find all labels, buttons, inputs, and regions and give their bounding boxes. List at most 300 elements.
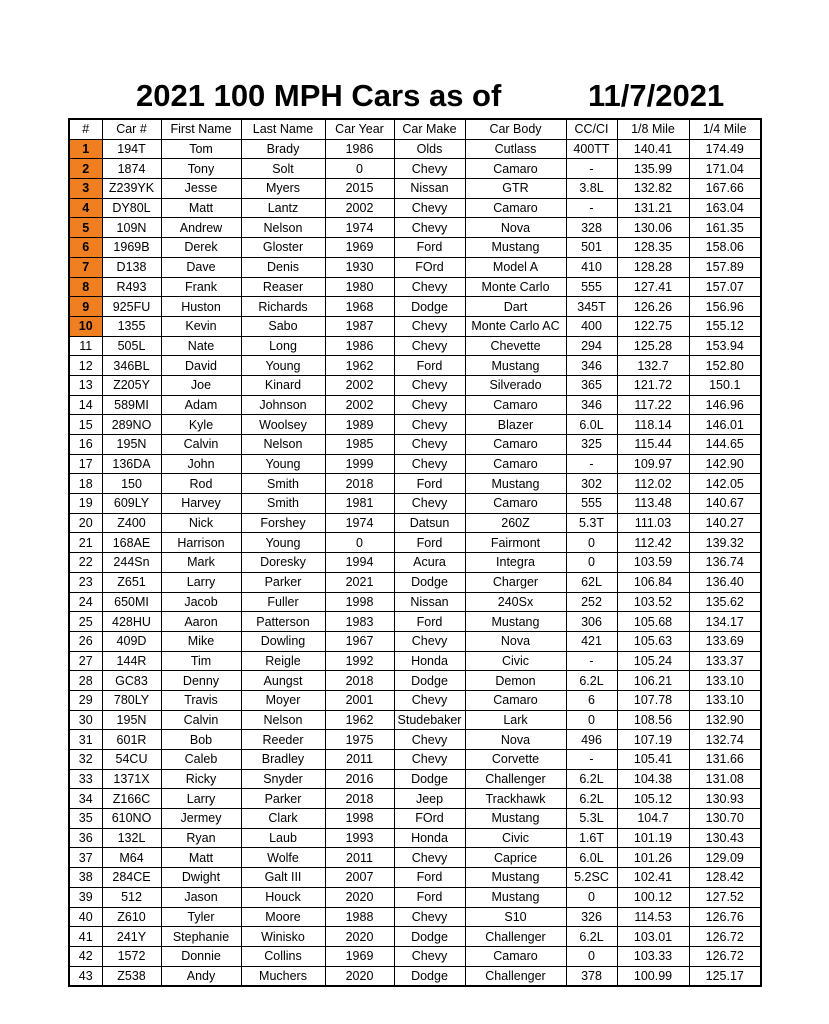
- table-row: [69, 454, 761, 474]
- table-cell: FOrd: [394, 809, 465, 829]
- table-cell: Brady: [241, 139, 325, 159]
- table-cell: Model A: [465, 257, 566, 277]
- table-cell: 136.40: [689, 572, 761, 592]
- table-cell: 105.68: [617, 612, 689, 632]
- table-cell: Chevy: [394, 277, 465, 297]
- title-date: 11/7/2021: [588, 78, 725, 113]
- rank-cell: 37: [69, 848, 102, 868]
- table-cell: 121.72: [617, 375, 689, 395]
- table-cell: 133.37: [689, 651, 761, 671]
- table-row: [69, 159, 761, 179]
- table-cell: Mustang: [465, 868, 566, 888]
- table-cell: 117.22: [617, 395, 689, 415]
- table-cell: Olds: [394, 139, 465, 159]
- table-cell: 2002: [325, 198, 394, 218]
- header-row: [69, 119, 761, 139]
- table-cell: Z538: [102, 966, 161, 986]
- table-cell: 302: [566, 474, 617, 494]
- table-cell: Ford: [394, 474, 465, 494]
- table-row: [69, 730, 761, 750]
- rank-cell: 41: [69, 927, 102, 947]
- table-cell: 2007: [325, 868, 394, 888]
- table-cell: 6.2L: [566, 789, 617, 809]
- table-cell: Ryan: [161, 828, 241, 848]
- table-cell: 1994: [325, 553, 394, 573]
- table-cell: Collins: [241, 946, 325, 966]
- table-cell: 109.97: [617, 454, 689, 474]
- table-cell: GTR: [465, 179, 566, 199]
- table-cell: Ricky: [161, 769, 241, 789]
- table-cell: 1988: [325, 907, 394, 927]
- table-cell: 240Sx: [465, 592, 566, 612]
- table-cell: Honda: [394, 651, 465, 671]
- table-cell: Moyer: [241, 690, 325, 710]
- table-cell: Stephanie: [161, 927, 241, 947]
- table-cell: 244Sn: [102, 553, 161, 573]
- table-cell: 346BL: [102, 356, 161, 376]
- rank-cell: 36: [69, 828, 102, 848]
- table-cell: 128.42: [689, 868, 761, 888]
- table-cell: 6.0L: [566, 848, 617, 868]
- table-cell: 2018: [325, 474, 394, 494]
- table-cell: Jermey: [161, 809, 241, 829]
- table-cell: 103.52: [617, 592, 689, 612]
- table-cell: 555: [566, 277, 617, 297]
- table-cell: 132L: [102, 828, 161, 848]
- table-cell: Caprice: [465, 848, 566, 868]
- table-cell: Young: [241, 356, 325, 376]
- table-row: [69, 848, 761, 868]
- column-header: Car Year: [325, 119, 394, 139]
- rank-cell: 12: [69, 356, 102, 376]
- table-row: [69, 946, 761, 966]
- table-cell: Ford: [394, 238, 465, 258]
- rank-cell: 21: [69, 533, 102, 553]
- table-cell: 194T: [102, 139, 161, 159]
- rank-cell: 11: [69, 336, 102, 356]
- table-row: [69, 789, 761, 809]
- table-cell: 1986: [325, 336, 394, 356]
- table-cell: Chevy: [394, 454, 465, 474]
- table-cell: Bradley: [241, 750, 325, 770]
- table-cell: 111.03: [617, 513, 689, 533]
- table-cell: Parker: [241, 572, 325, 592]
- table-cell: Tom: [161, 139, 241, 159]
- table-cell: Camaro: [465, 690, 566, 710]
- table-cell: 157.07: [689, 277, 761, 297]
- table-cell: M64: [102, 848, 161, 868]
- table-cell: Forshey: [241, 513, 325, 533]
- table-cell: 6.2L: [566, 671, 617, 691]
- table-cell: 1980: [325, 277, 394, 297]
- table-cell: Nate: [161, 336, 241, 356]
- table-cell: Chevette: [465, 336, 566, 356]
- table-cell: 2018: [325, 671, 394, 691]
- table-cell: Tyler: [161, 907, 241, 927]
- table-row: [69, 435, 761, 455]
- table-cell: 105.63: [617, 631, 689, 651]
- table-cell: 1985: [325, 435, 394, 455]
- table-cell: 2002: [325, 375, 394, 395]
- table-cell: 122.75: [617, 316, 689, 336]
- table-cell: Parker: [241, 789, 325, 809]
- table-cell: 132.90: [689, 710, 761, 730]
- table-cell: 125.17: [689, 966, 761, 986]
- table-cell: 555: [566, 494, 617, 514]
- table-cell: Chevy: [394, 631, 465, 651]
- table-cell: 2011: [325, 750, 394, 770]
- table-row: [69, 513, 761, 533]
- table-cell: 112.02: [617, 474, 689, 494]
- table-cell: 142.90: [689, 454, 761, 474]
- table-cell: Winisko: [241, 927, 325, 947]
- table-cell: Jesse: [161, 179, 241, 199]
- table-cell: Z651: [102, 572, 161, 592]
- table-body: [69, 139, 761, 986]
- table-cell: Z400: [102, 513, 161, 533]
- table-cell: 289NO: [102, 415, 161, 435]
- table-cell: 2020: [325, 887, 394, 907]
- table-cell: Dodge: [394, 297, 465, 317]
- table-row: [69, 356, 761, 376]
- table-cell: Rod: [161, 474, 241, 494]
- table-cell: Chevy: [394, 395, 465, 415]
- table-cell: 107.19: [617, 730, 689, 750]
- table-cell: Fuller: [241, 592, 325, 612]
- table-cell: Smith: [241, 494, 325, 514]
- table-cell: 2015: [325, 179, 394, 199]
- table-row: [69, 179, 761, 199]
- table-cell: Z610: [102, 907, 161, 927]
- table-cell: 1968: [325, 297, 394, 317]
- table-cell: 5.3T: [566, 513, 617, 533]
- rank-cell: 19: [69, 494, 102, 514]
- table-row: [69, 572, 761, 592]
- table-cell: 1998: [325, 592, 394, 612]
- table-row: [69, 533, 761, 553]
- table-cell: Woolsey: [241, 415, 325, 435]
- table-cell: Chevy: [394, 848, 465, 868]
- table-cell: Chevy: [394, 730, 465, 750]
- table-cell: Chevy: [394, 750, 465, 770]
- table-cell: Kyle: [161, 415, 241, 435]
- table-cell: Huston: [161, 297, 241, 317]
- table-cell: 135.99: [617, 159, 689, 179]
- table-cell: 153.94: [689, 336, 761, 356]
- rank-cell: 27: [69, 651, 102, 671]
- table-cell: 146.96: [689, 395, 761, 415]
- table-cell: Bob: [161, 730, 241, 750]
- table-cell: Nelson: [241, 710, 325, 730]
- page-title: [0, 74, 829, 118]
- table-cell: Denny: [161, 671, 241, 691]
- table-cell: 1969: [325, 238, 394, 258]
- table-row: [69, 474, 761, 494]
- table-cell: Blazer: [465, 415, 566, 435]
- table-cell: Andrew: [161, 218, 241, 238]
- table-cell: 260Z: [465, 513, 566, 533]
- table-cell: 133.10: [689, 690, 761, 710]
- table-cell: 365: [566, 375, 617, 395]
- table-row: [69, 631, 761, 651]
- table-cell: 346: [566, 395, 617, 415]
- table-cell: Chevy: [394, 218, 465, 238]
- table-cell: Dodge: [394, 927, 465, 947]
- table-cell: Chevy: [394, 946, 465, 966]
- table-cell: 1986: [325, 139, 394, 159]
- table-cell: 142.05: [689, 474, 761, 494]
- rank-cell: 28: [69, 671, 102, 691]
- table-cell: 103.59: [617, 553, 689, 573]
- table-cell: Ford: [394, 887, 465, 907]
- table-cell: Myers: [241, 179, 325, 199]
- table-cell: Galt III: [241, 868, 325, 888]
- table-cell: 1999: [325, 454, 394, 474]
- rank-cell: 4: [69, 198, 102, 218]
- table-cell: 168AE: [102, 533, 161, 553]
- table-cell: 5.2SC: [566, 868, 617, 888]
- rank-cell: 15: [69, 415, 102, 435]
- table-cell: Young: [241, 533, 325, 553]
- rank-cell: 40: [69, 907, 102, 927]
- table-cell: Adam: [161, 395, 241, 415]
- table-cell: 1969: [325, 946, 394, 966]
- table-cell: 136DA: [102, 454, 161, 474]
- table-cell: 0: [325, 533, 394, 553]
- table-cell: 156.96: [689, 297, 761, 317]
- rank-cell: 32: [69, 750, 102, 770]
- title-text: 2021 100 MPH Cars as of: [136, 78, 502, 113]
- table-cell: 601R: [102, 730, 161, 750]
- table-cell: 150.1: [689, 375, 761, 395]
- table-cell: 127.52: [689, 887, 761, 907]
- table-cell: Jeep: [394, 789, 465, 809]
- table-cell: Reeder: [241, 730, 325, 750]
- table-cell: 132.74: [689, 730, 761, 750]
- table-cell: 171.04: [689, 159, 761, 179]
- table-cell: John: [161, 454, 241, 474]
- table-cell: Z239YK: [102, 179, 161, 199]
- table-cell: Solt: [241, 159, 325, 179]
- rank-cell: 22: [69, 553, 102, 573]
- table-cell: Camaro: [465, 454, 566, 474]
- table-row: [69, 198, 761, 218]
- table-cell: Nissan: [394, 179, 465, 199]
- table-cell: 140.41: [617, 139, 689, 159]
- rank-cell: 30: [69, 710, 102, 730]
- table-cell: Dowling: [241, 631, 325, 651]
- table-cell: Larry: [161, 789, 241, 809]
- table-cell: Richards: [241, 297, 325, 317]
- table-cell: 104.38: [617, 769, 689, 789]
- table-cell: Camaro: [465, 159, 566, 179]
- column-header: Car #: [102, 119, 161, 139]
- rank-cell: 33: [69, 769, 102, 789]
- table-row: [69, 375, 761, 395]
- table-row: [69, 553, 761, 573]
- table-cell: Nova: [465, 631, 566, 651]
- table-cell: 2021: [325, 572, 394, 592]
- table-cell: 155.12: [689, 316, 761, 336]
- table-cell: Moore: [241, 907, 325, 927]
- table-cell: Dodge: [394, 966, 465, 986]
- table-row: [69, 395, 761, 415]
- table-cell: 1967: [325, 631, 394, 651]
- table-cell: Chevy: [394, 415, 465, 435]
- table-cell: 2001: [325, 690, 394, 710]
- table-cell: 1572: [102, 946, 161, 966]
- table-row: [69, 907, 761, 927]
- table-cell: 140.67: [689, 494, 761, 514]
- table-cell: 174.49: [689, 139, 761, 159]
- table-cell: 1371X: [102, 769, 161, 789]
- table-cell: 115.44: [617, 435, 689, 455]
- table-cell: Mustang: [465, 356, 566, 376]
- table-cell: 132.82: [617, 179, 689, 199]
- table-cell: 0: [566, 533, 617, 553]
- table-cell: Mustang: [465, 809, 566, 829]
- column-header: Car Make: [394, 119, 465, 139]
- table-cell: Kevin: [161, 316, 241, 336]
- table-cell: Frank: [161, 277, 241, 297]
- rank-cell: 42: [69, 946, 102, 966]
- table-cell: Chevy: [394, 690, 465, 710]
- table-row: [69, 966, 761, 986]
- table-cell: Aungst: [241, 671, 325, 691]
- table-cell: 195N: [102, 435, 161, 455]
- rank-cell: 26: [69, 631, 102, 651]
- table-cell: Chevy: [394, 198, 465, 218]
- table-cell: Matt: [161, 198, 241, 218]
- table-cell: -: [566, 198, 617, 218]
- table-cell: 127.41: [617, 277, 689, 297]
- table-cell: 167.66: [689, 179, 761, 199]
- table-cell: Clark: [241, 809, 325, 829]
- table-cell: 134.17: [689, 612, 761, 632]
- table-cell: Young: [241, 454, 325, 474]
- table-cell: 130.43: [689, 828, 761, 848]
- table-cell: Challenger: [465, 769, 566, 789]
- rank-cell: 29: [69, 690, 102, 710]
- table-cell: 2016: [325, 769, 394, 789]
- table-row: [69, 868, 761, 888]
- table-cell: Dwight: [161, 868, 241, 888]
- table-cell: Patterson: [241, 612, 325, 632]
- results-table: [68, 118, 762, 987]
- table-cell: Dave: [161, 257, 241, 277]
- table-cell: 346: [566, 356, 617, 376]
- table-cell: Ford: [394, 356, 465, 376]
- table-cell: Camaro: [465, 395, 566, 415]
- table-cell: Doresky: [241, 553, 325, 573]
- table-cell: Johnson: [241, 395, 325, 415]
- table-cell: 104.7: [617, 809, 689, 829]
- rank-cell: 13: [69, 375, 102, 395]
- table-cell: Charger: [465, 572, 566, 592]
- table-cell: 108.56: [617, 710, 689, 730]
- table-cell: 144R: [102, 651, 161, 671]
- table-cell: Dodge: [394, 572, 465, 592]
- table-cell: DY80L: [102, 198, 161, 218]
- table-cell: 410: [566, 257, 617, 277]
- table-cell: 62L: [566, 572, 617, 592]
- table-cell: 136.74: [689, 553, 761, 573]
- table-cell: 1998: [325, 809, 394, 829]
- rank-cell: 18: [69, 474, 102, 494]
- table-cell: 126.26: [617, 297, 689, 317]
- table-cell: 54CU: [102, 750, 161, 770]
- table-cell: Reaser: [241, 277, 325, 297]
- table-cell: Joe: [161, 375, 241, 395]
- table-row: [69, 651, 761, 671]
- table-cell: 150: [102, 474, 161, 494]
- table-cell: Monte Carlo: [465, 277, 566, 297]
- table-cell: Civic: [465, 828, 566, 848]
- table-cell: 131.66: [689, 750, 761, 770]
- table-cell: 512: [102, 887, 161, 907]
- rank-cell: 38: [69, 868, 102, 888]
- table-cell: S10: [465, 907, 566, 927]
- table-cell: Smith: [241, 474, 325, 494]
- table-cell: 1962: [325, 710, 394, 730]
- table-row: [69, 257, 761, 277]
- table-cell: 125.28: [617, 336, 689, 356]
- table-row: [69, 238, 761, 258]
- table-cell: 103.01: [617, 927, 689, 947]
- table-cell: 501: [566, 238, 617, 258]
- table-cell: 1983: [325, 612, 394, 632]
- table-cell: 140.27: [689, 513, 761, 533]
- table-cell: 2020: [325, 927, 394, 947]
- table-row: [69, 612, 761, 632]
- table-cell: Tony: [161, 159, 241, 179]
- table-cell: 378: [566, 966, 617, 986]
- table-cell: 1969B: [102, 238, 161, 258]
- table-cell: 409D: [102, 631, 161, 651]
- table-row: [69, 494, 761, 514]
- table-cell: 113.48: [617, 494, 689, 514]
- rank-cell: 31: [69, 730, 102, 750]
- table-cell: 6.2L: [566, 769, 617, 789]
- table-row: [69, 277, 761, 297]
- table-cell: 1981: [325, 494, 394, 514]
- table-cell: -: [566, 750, 617, 770]
- table-cell: 126.76: [689, 907, 761, 927]
- table-cell: Demon: [465, 671, 566, 691]
- table-cell: Camaro: [465, 494, 566, 514]
- table-cell: 146.01: [689, 415, 761, 435]
- table-cell: 428HU: [102, 612, 161, 632]
- table-cell: 0: [566, 553, 617, 573]
- table-cell: Harvey: [161, 494, 241, 514]
- rank-cell: 1: [69, 139, 102, 159]
- rank-cell: 43: [69, 966, 102, 986]
- table-cell: 100.12: [617, 887, 689, 907]
- table-cell: 139.32: [689, 533, 761, 553]
- table-row: [69, 690, 761, 710]
- column-header: Last Name: [241, 119, 325, 139]
- table-cell: 128.35: [617, 238, 689, 258]
- table-cell: David: [161, 356, 241, 376]
- table-cell: Nova: [465, 218, 566, 238]
- table-cell: Calvin: [161, 710, 241, 730]
- table-cell: Reigle: [241, 651, 325, 671]
- table-cell: FOrd: [394, 257, 465, 277]
- table-cell: 2002: [325, 395, 394, 415]
- table-cell: 133.69: [689, 631, 761, 651]
- table-cell: Nick: [161, 513, 241, 533]
- table-cell: Chevy: [394, 159, 465, 179]
